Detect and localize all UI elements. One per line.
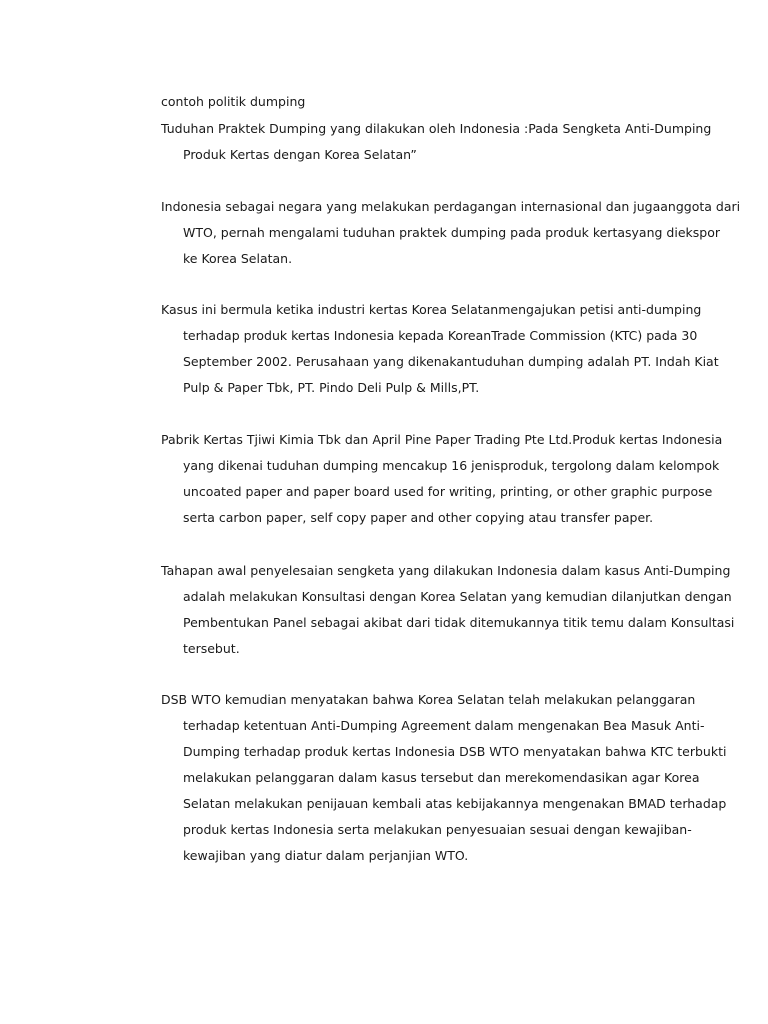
paragraph-line: Selatan melakukan penijauan kembali atas kebijakannya mengenakan BMAD terhadap [183,796,727,811]
paragraph-line: adalah melakukan Konsultasi dengan Korea Selatan yang kemudian dilanjutkan dengan [183,589,732,604]
paragraph-line: terhadap produk kertas Indonesia kepada KoreanTrade Commission (KTC) pada 30 [183,328,698,343]
paragraph-3 [161,297,719,401]
paragraph-line: ke Korea Selatan. [183,251,293,266]
paragraph-line: produk kertas Indonesia serta melakukan penyesuaian sesuai dengan kewajiban- [183,822,692,837]
paragraph-line: tersebut. [183,641,240,656]
paragraph-6 [161,687,727,869]
paragraph-line: Tuduhan Praktek Dumping yang dilakukan oleh Indonesia :Pada Sengketa Anti-Dumping [161,121,712,136]
paragraph-line: DSB WTO kemudian menyatakan bahwa Korea Selatan telah melakukan pelanggaran [161,692,696,707]
paragraph-line: terhadap ketentuan Anti-Dumping Agreement dalam mengenakan Bea Masuk Anti- [183,718,705,733]
paragraph-line: Tahapan awal penyelesaian sengketa yang dilakukan Indonesia dalam kasus Anti-Dumping [161,563,731,578]
paragraph-4 [161,427,723,531]
paragraph-line: Produk Kertas dengan Korea Selatan” [183,147,417,162]
paragraph-line: Pulp & Paper Tbk, PT. Pindo Deli Pulp & Mills,PT. [183,380,480,395]
paragraph-line: Dumping terhadap produk kertas Indonesia DSB WTO menyatakan bahwa KTC terbukti [183,744,727,759]
paragraph-line: melakukan pelanggaran dalam kasus tersebut dan merekomendasikan agar Korea [183,770,700,785]
paragraph-line: Pembentukan Panel sebagai akibat dari tidak ditemukannya titik temu dalam Konsultasi [183,615,735,630]
paragraph-line: kewajiban yang diatur dalam perjanjian WTO. [183,848,469,863]
paragraph-line: Indonesia sebagai negara yang melakukan perdagangan internasional dan jugaanggota dari [161,199,741,214]
document-title: contoh politik dumping [161,94,306,109]
paragraph-line: WTO, pernah mengalami tuduhan praktek dumping pada produk kertasyang diekspor [183,225,720,240]
paragraph-line: September 2002. Perusahaan yang dikenakantuduhan dumping adalah PT. Indah Kiat [183,354,719,369]
paragraph-line: Kasus ini bermula ketika industri kertas Korea Selatanmengajukan petisi anti-dumping [161,302,702,317]
paragraph-line: Pabrik Kertas Tjiwi Kimia Tbk dan April Pine Paper Trading Pte Ltd.Produk kertas Indonesia [161,432,723,447]
paragraph-line: yang dikenai tuduhan dumping mencakup 16 jenisproduk, tergolong dalam kelompok [183,458,720,473]
paragraph-line: serta carbon paper, self copy paper and other copying atau transfer paper. [183,510,654,525]
paragraph-1 [161,116,712,168]
paragraph-2 [161,194,741,272]
paragraph-line: uncoated paper and paper board used for writing, printing, or other graphic purpose [183,484,713,499]
paragraph-5 [161,558,735,662]
